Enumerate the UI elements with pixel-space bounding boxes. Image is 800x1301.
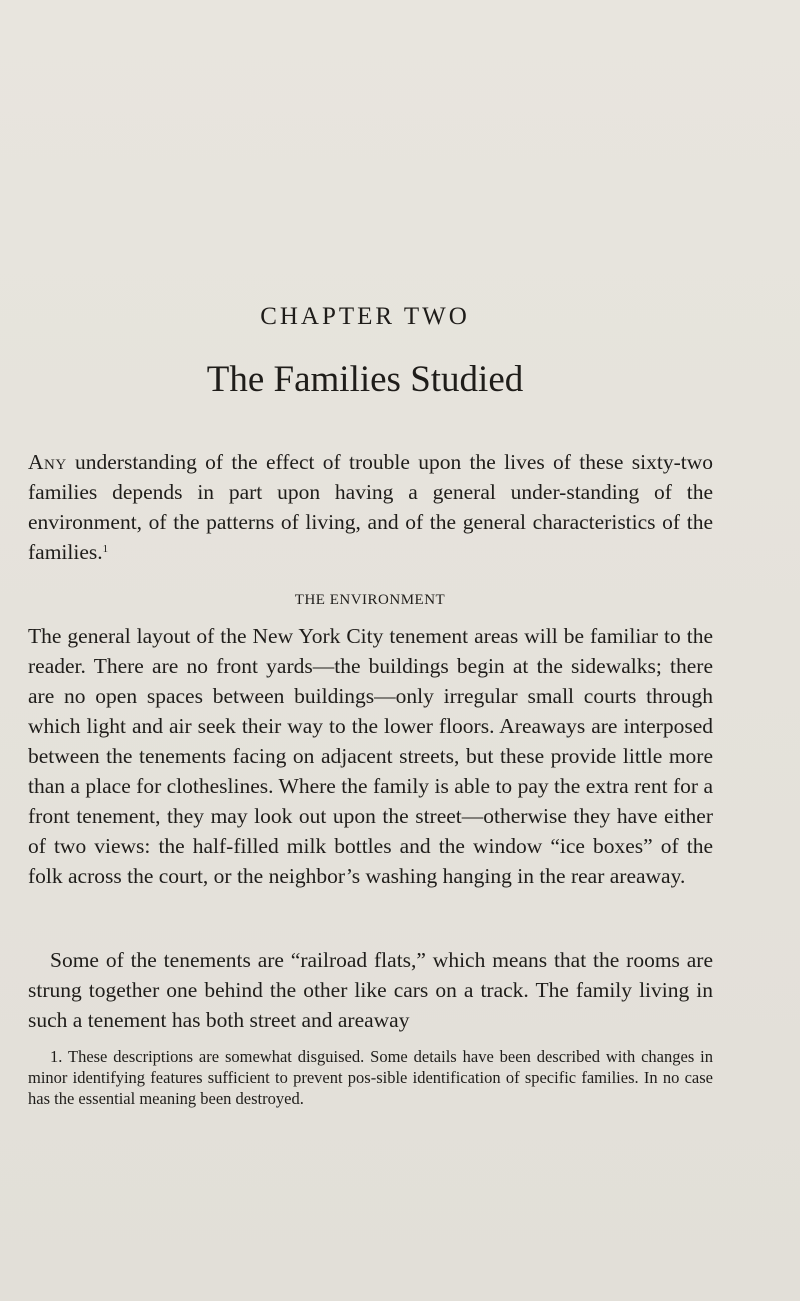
footnote-text: These descriptions are somewhat disguised. Some details have been described with changes in minor identifying features sufficient to prevent pos-sible identification of specific families. In no case has the essential meaning been destroyed. (28, 1047, 713, 1108)
section-heading: THE ENVIRONMENT (294, 592, 446, 608)
footnote-number: 1. (50, 1047, 63, 1066)
chapter-title: The Families Studied (206, 359, 524, 400)
intro-text: understanding of the effect of trouble upon the lives of these sixty-two families depends in part upon having a general under-standing of the environment, of the patterns of living, and of the general characteristics of the families. (28, 450, 713, 564)
intro-lead-word: Any (28, 450, 67, 474)
intro-paragraph (28, 447, 713, 567)
footnote (28, 1046, 713, 1109)
body-paragraph: Some of the tenements are “railroad flats,” which means that the rooms are strung together one behind the other like cars on a track. The family living in such a tenement has both street and areaway (28, 948, 713, 1032)
body-paragraph: The general layout of the New York City tenement areas will be familiar to the reader. There are no front yards—the buildings begin at the sidewalks; there are no open spaces between buildings—only irregular small courts through which light and air seek their way to the lower floors. Areaways are interposed between the tenements facing on adjacent streets, but these provide little more than a place for clotheslines. Where the family is able to pay the extra rent for a front tenement, they may look out upon the street—otherwise they have either of two views: the half-filled milk bottles and the window “ice boxes” of the folk across the court, or the neighbor’s washing hanging in the rear areaway. (28, 624, 713, 888)
footnote-reference: 1 (102, 543, 109, 555)
chapter-label: CHAPTER TWO (260, 303, 470, 330)
